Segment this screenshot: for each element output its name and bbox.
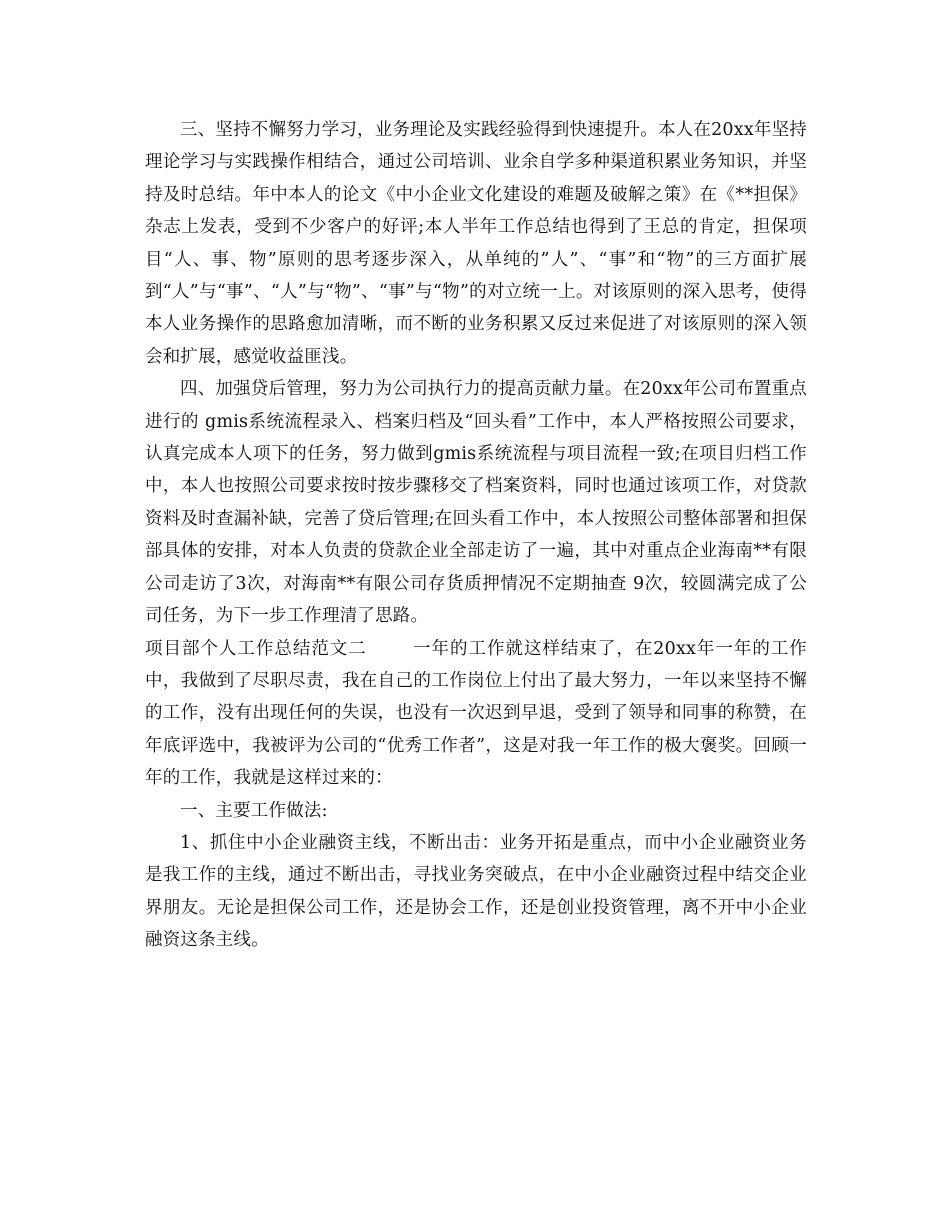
section-intro: 一年的工作就这样结束了，在20xx年一年的工作中，我做到了尽职尽责，我在自己的工作岗位上付出了最大努力，一年以来坚持不懈的工作，没有出现任何的失误，也没有一次迟到早退，受到了领导和同事的称赞，在年底评选中，我被评为公司的“优秀工作者”，这是对我一年工作的极大褒奖。回顾一年的工作，我就是这样过来的：	[145, 638, 808, 789]
section-two-block	[145, 633, 807, 795]
paragraph-3-study: 三、坚持不懈努力学习，业务理论及实践经验得到快速提升。本人在20xx年坚持理论学习与实践操作相结合，通过公司培训、业余自学多种渠道积累业务知识，并坚持及时总结。年中本人的论文《中小企业文化建设的难题及破解之策》在《**担保》杂志上发表，受到不少客户的好评;本人半年工作总结也得到了王总的肯定，担保项目“人、事、物”原则的思考逐步深入，从单纯的”人”、“事”和“物”的三方面扩展到“人”与“事”、“人”与“物”、“事”与“物”的对立统一上。对该原则的深入思考，使得本人业务操作的思路愈加清晰，而不断的业务积累又反过来促进了对该原则的深入领会和扩展，感觉收益匪浅。	[145, 120, 807, 367]
section-title: 项目部个人工作总结范文二	[145, 638, 367, 659]
subheading-main-methods: 一、主要工作做法:	[180, 800, 328, 821]
point-1-sme-financing: 1、抓住中小企业融资主线，不断出击：业务开拓是重点，而中小企业融资业务是我工作的主线，通过不断出击，寻找业务突破点，在中小企业融资过程中结交企业界朋友。无论是担保公司工作，还是协会工作，还是创业投资管理，离不开中小企业融资这条主线。	[145, 832, 807, 951]
paragraph-4-post-loan: 四、加强贷后管理，努力为公司执行力的提高贡献力量。在20xx年公司布置重点进行的 gmis系统流程录入、档案归档及“回头看”工作中，本人严格按照公司要求，认真完成本人项下的任务，努力做到gmis系统流程与项目流程一致;在项目归档工作中，本人也按照公司要求按时按步骤移交了档案资料，同时也通过该项工作，对贷款资料及时查漏补缺，完善了贷后管理;在回头看工作中，本人按照公司整体部署和担保部具体的安排，对本人负责的贷款企业全部走访了一遍，其中对重点企业海南**有限公司走访了3次，对海南**有限公司存货质押情况不定期抽查 9次，较圆满完成了公司任务，为下一步工作理清了思路。	[145, 379, 807, 627]
document-page	[145, 114, 807, 957]
